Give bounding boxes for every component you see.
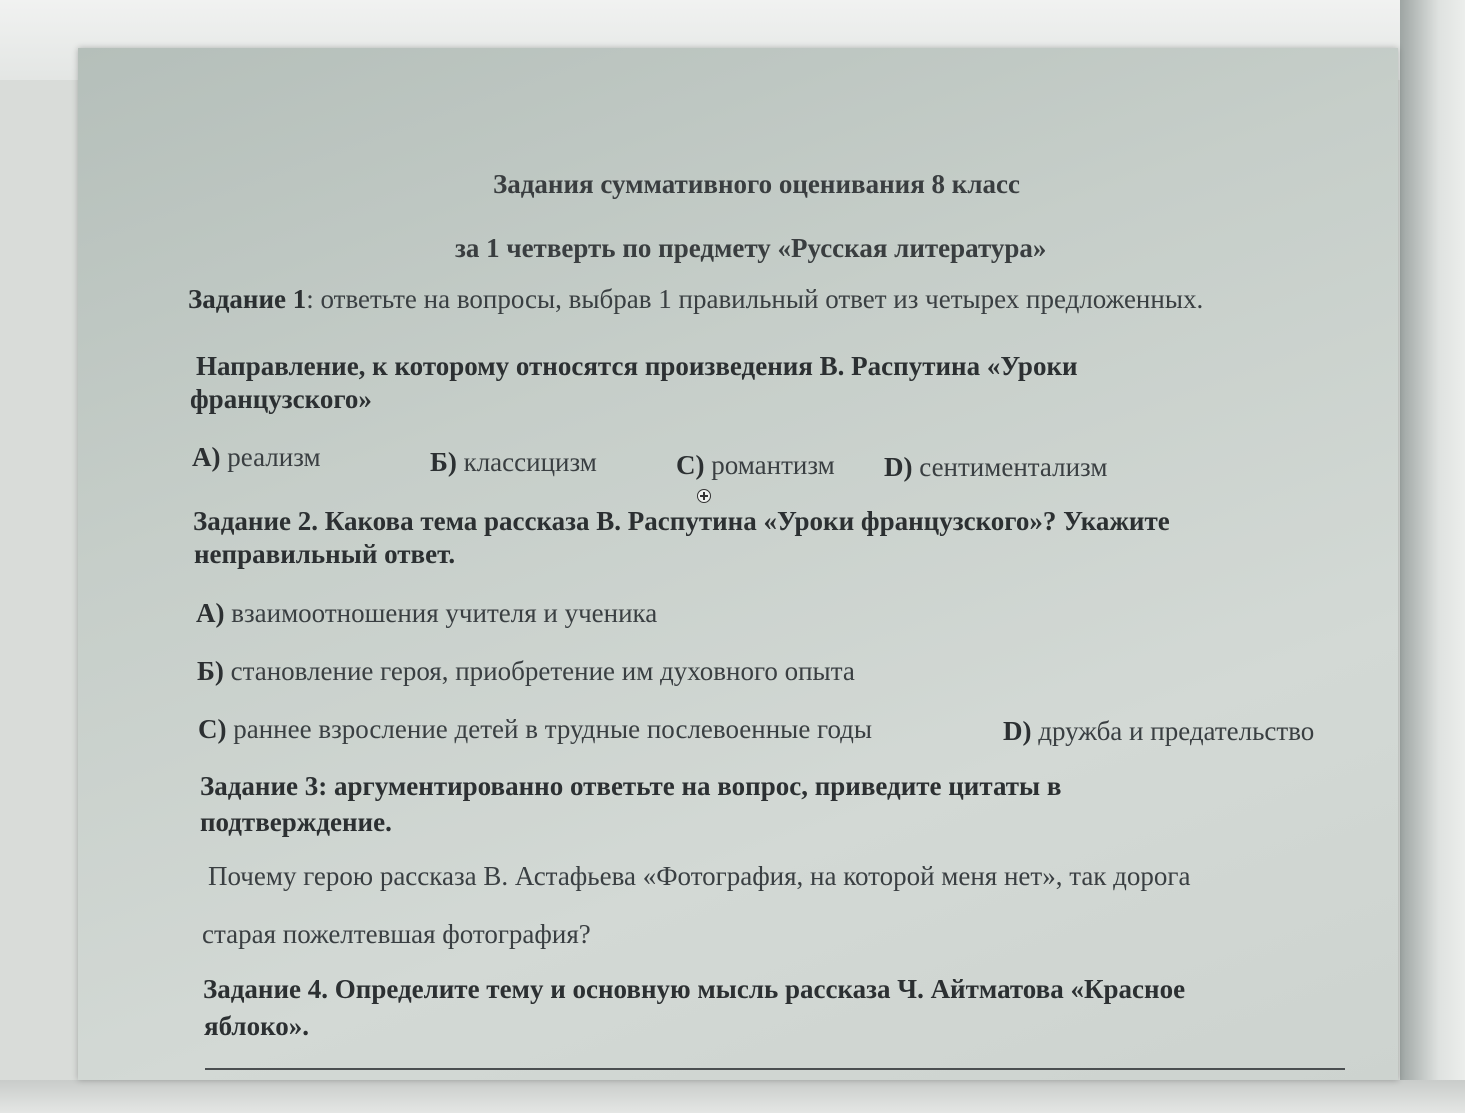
task3-question-line1: Почему герою рассказа В. Астафьева «Фотография, на которой меня нет», так дорога [208, 861, 1191, 891]
task3-heading-line1: Задание 3: аргументированно ответьте на вопрос, приведите цитаты в [200, 771, 1062, 801]
task1-instruction-text: : ответьте на вопросы, выбрав 1 правильный ответ из четырех предложенных. [306, 284, 1204, 314]
task4-heading-line2: яблоко». [204, 1011, 310, 1041]
task1-label: Задание 1 [188, 284, 307, 314]
task4-heading-line1: Задание 4. Определите тему и основную мысль рассказа Ч. Айтматова «Красное [203, 974, 1186, 1004]
photo-background-right [1400, 0, 1465, 1113]
answer-line [205, 1068, 1345, 1070]
page-subtitle: за 1 четверть по предмету «Русская литература» [455, 233, 1047, 263]
task2-option-c: С) раннее взросление детей в трудные послевоенные годы [198, 714, 873, 744]
photo-background-bottom [0, 1080, 1465, 1113]
task2-option-d: D) дружба и предательство [1003, 716, 1315, 746]
task2-option-b: Б) становление героя, приобретение им духовного опыта [197, 656, 855, 686]
task1-instruction [188, 283, 1203, 315]
task1-option-a: А) реализм [192, 442, 321, 472]
task3-question-line2: старая пожелтевшая фотография? [202, 919, 591, 949]
task1-option-d: D) сентиментализм [884, 452, 1108, 482]
task1-question-line1: Направление, к которому относятся произведения В. Распутина «Уроки [196, 351, 1078, 381]
task1-option-c: С) романтизм [676, 450, 835, 480]
task1-question-line2: французского» [190, 384, 372, 414]
task2-question-line2: неправильный ответ. [194, 539, 456, 569]
mouse-cursor-icon [697, 489, 711, 503]
task2-question-line1: Задание 2. Какова тема рассказа В. Распутина «Уроки французского»? Укажите [193, 506, 1170, 536]
task3-heading-line2: подтверждение. [200, 807, 392, 837]
page-title: Задания суммативного оценивания 8 класс [493, 169, 1020, 199]
task2-option-a: А) взаимоотношения учителя и ученика [196, 598, 658, 628]
task1-option-b: Б) классицизм [430, 447, 597, 477]
